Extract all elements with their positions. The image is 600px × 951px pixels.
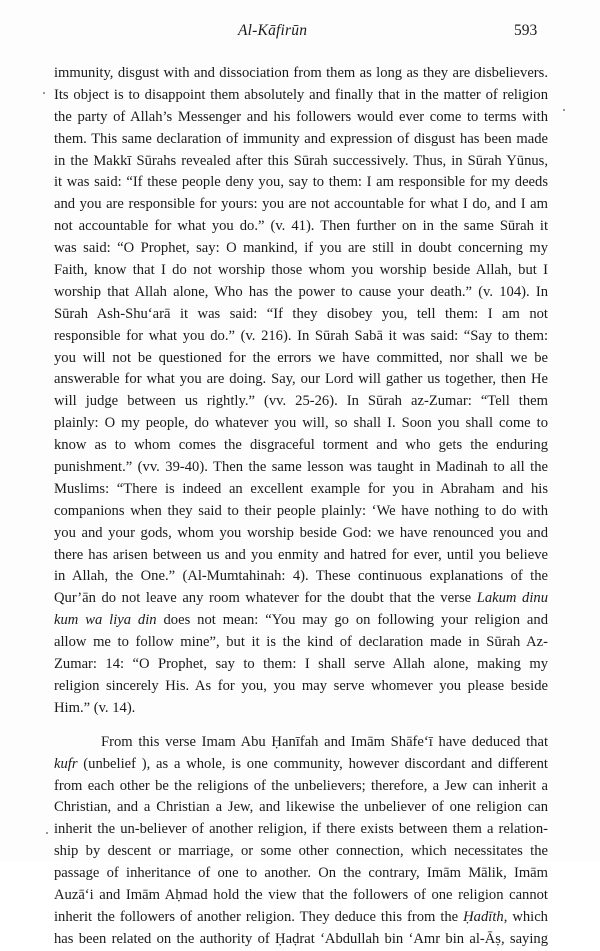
running-title: Al-Kāfirūn [238,22,308,39]
text-line [54,610,548,632]
text-line [54,907,548,929]
text-line: will judge between us rightly.” (vv. 25-26). In Sūrah az-Zumar: “Tell them [54,393,548,410]
running-header [0,22,600,44]
text-line: punishment.” (vv. 39-40). Then the same lesson was taught in Madinah to all the [54,459,548,476]
scan-speck [563,109,565,111]
text-line: From this verse Imam Abu Ḥanīfah and Imām Shāfe‘ī have deduced that [101,733,548,750]
text-line: Its object is to disappoint them absolutely and finally that in the matter of religion [54,86,548,103]
text-line: Auzā‘i and Imām Aḥmad hold the view that the followers of one religion cannot [54,886,548,903]
text-line: responsible for what you do.” (v. 216). In Sūrah Sabā it was said: “Say to them: [54,327,548,344]
text-run: does not mean: “You may go on following your religion and [156,612,548,629]
text-line: the party of Allah’s Messenger and his followers would ever come to terms with [54,108,548,125]
text-line: Zumar: 14: “O Prophet, say to them: I shall serve Allah alone, making my [54,656,548,673]
text-line: was said: “O Prophet, say: O mankind, if you are still in doubt concerning my [54,240,548,257]
text-line: religion sincerely His. As for you, you may serve whomever you please beside [54,677,548,694]
text-run: Qur’ān do not leave any room whatever for the doubt that the verse [54,590,477,607]
text-line: answerable for what you are doing. Say, our Lord will gather us together, then He [54,371,548,388]
text-line [54,588,548,610]
text-line: Muslims: “There is indeed an excellent example for you in Abraham and his [54,480,548,497]
text-line: ship by descent or marriage, or some other connection, which necessitates the [54,843,548,860]
text-run: inherit the followers of another religion. They deduce this from the [54,908,464,925]
paragraph-1 [54,63,548,720]
text-line: companions when they said to their people plainly: ‘We have nothing to do with [54,502,548,519]
body-text [54,63,548,951]
text-line: and you are responsible for yours: you are not accountable for what I do, and I am [54,196,548,213]
italic-transliteration: kum wa liya din [54,612,157,629]
italic-term: kufr [54,755,78,772]
text-line: inherit the un-believer of another religion, if there exists between them a relation- [54,821,548,838]
text-line: there has arisen between us and you enmity and hatred for ever, until you believe [54,546,548,563]
text-line [54,754,548,776]
text-line: from each other be the religions of the unbelievers; therefore, a Jew can inherit a [54,777,548,794]
text-line: them. This same declaration of immunity and expression of disgust has been made [54,130,548,147]
text-line: it was said: “If these people deny you, say to them: I am responsible for my deeds [54,174,548,191]
text-line: passage of inheritance of one to another. On the contrary, Imām Mālik, Imām [54,865,548,882]
text-run: (unbelief ), as a whole, is one community, however discordant and different [77,755,548,772]
text-line: Christian, and a Christian a Jew, and likewise the unbeliever of one religion can [54,799,548,816]
paragraph-gap [54,720,548,732]
italic-term: Ḥadīth [463,908,504,925]
scan-speck [43,92,45,94]
text-line: worship that Allah alone, Who has the power to cause your death.” (v. 104). In [54,283,548,300]
text-line: allow me to follow mine”, but it is the kind of declaration made in Sūrah Az- [54,634,548,651]
paragraph-2 [54,732,548,951]
text-line: Faith, know that I do not worship those whom you worship beside Allah, but I [54,262,548,279]
page-number: 593 [514,22,538,39]
text-line: has been related on the authority of Ḥaḍrat ‘Abdullah bin ‘Amr bin al-Āṣ, saying [54,930,548,947]
text-line: in Allah, the One.” (Al-Mumtahinah: 4). These continuous explanations of the [54,568,548,585]
scan-speck [46,832,48,834]
text-line: Him.” (v. 14). [54,699,136,716]
text-line: Sūrah Ash-Shu‘arā it was said: “If they disobey you, tell them: I am not [54,305,548,322]
text-line: you will not be questioned for the errors we have committed, nor shall we be [54,349,548,366]
text-line: plainly: O my people, do whatever you will, so shall I. Soon you shall come to [54,415,548,432]
italic-transliteration: Lakum dinu [476,590,548,607]
text-line: know as to whom comes the disgraceful torment and who gets the enduring [54,437,548,454]
text-line: not accountable for what you do.” (v. 41). Then further on in the same Sūrah it [54,218,548,235]
text-line: immunity, disgust with and dissociation from them as long as they are disbelievers. [54,65,548,81]
text-line: you and your gods, whom you worship beside God: we have renounced you and [54,524,548,541]
text-run: , which [503,908,548,925]
text-line: in the Makkī Sūrahs revealed after this Sūrah successively. Thus, in Sūrah Yūnus, [54,152,548,169]
